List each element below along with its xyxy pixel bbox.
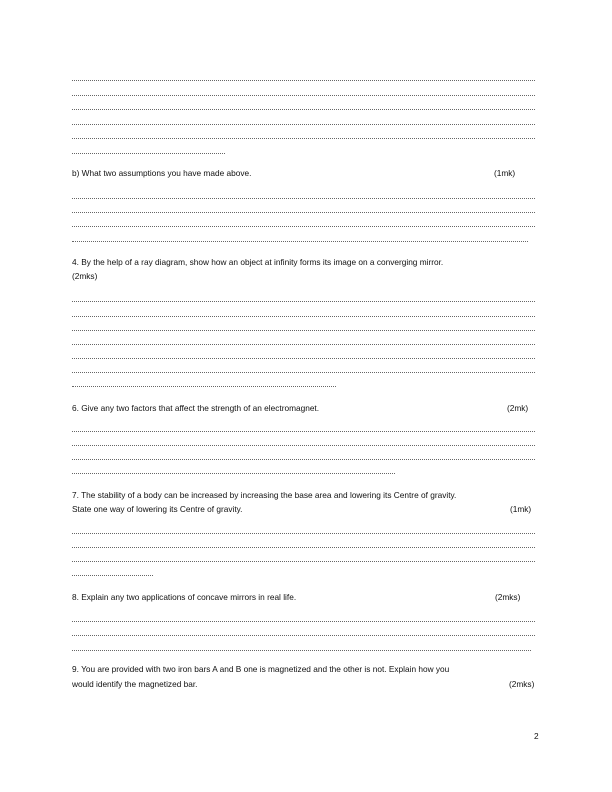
answer-line[interactable]	[72, 459, 535, 460]
answer-line[interactable]	[72, 561, 535, 562]
question-7-text-line2: State one way of lowering its Centre of gravity.	[72, 504, 243, 514]
question-4-marks: (2mks)	[72, 271, 98, 281]
question-6-text: 6. Give any two factors that affect the strength of an electromagnet.	[72, 403, 320, 413]
answer-line[interactable]	[72, 109, 535, 110]
answer-line[interactable]	[72, 650, 531, 651]
answer-line[interactable]	[72, 372, 535, 373]
page-number: 2	[534, 731, 539, 741]
answer-line[interactable]	[72, 547, 535, 548]
answer-line[interactable]	[72, 621, 535, 622]
answer-line[interactable]	[72, 95, 535, 96]
answer-line[interactable]	[72, 635, 535, 636]
answer-line[interactable]	[72, 80, 535, 81]
answer-line[interactable]	[72, 124, 535, 125]
answer-line[interactable]	[72, 386, 336, 387]
answer-line[interactable]	[72, 301, 535, 302]
question-b-text: b) What two assumptions you have made above.	[72, 168, 252, 178]
answer-line[interactable]	[72, 138, 535, 139]
answer-line[interactable]	[72, 212, 535, 213]
answer-line[interactable]	[72, 226, 535, 227]
question-9-marks: (2mks)	[509, 679, 535, 689]
answer-line[interactable]	[72, 344, 535, 345]
answer-line[interactable]	[72, 241, 528, 242]
answer-line[interactable]	[72, 358, 535, 359]
question-9-text-line2: would identify the magnetized bar.	[72, 679, 198, 689]
answer-line[interactable]	[72, 473, 395, 474]
question-6-marks: (2mk)	[507, 403, 529, 413]
answer-line[interactable]	[72, 445, 535, 446]
question-7-text: 7. The stability of a body can be increased by increasing the base area and lowering its Centre of gravity.	[72, 490, 457, 500]
answer-line[interactable]	[72, 330, 535, 331]
question-8-text: 8. Explain any two applications of concave mirrors in real life.	[72, 592, 297, 602]
answer-line[interactable]	[72, 198, 535, 199]
question-9-text: 9. You are provided with two iron bars A and B one is magnetized and the other is not. Explain how you	[72, 664, 450, 674]
question-8-marks: (2mks)	[495, 592, 521, 602]
question-7-marks: (1mk)	[510, 504, 532, 514]
answer-line[interactable]	[72, 316, 535, 317]
question-b-marks: (1mk)	[494, 168, 516, 178]
answer-line[interactable]	[72, 153, 225, 154]
answer-line[interactable]	[72, 431, 535, 432]
answer-line[interactable]	[72, 575, 153, 576]
question-4-text: 4. By the help of a ray diagram, show how an object at infinity forms its image on a converging mirror.	[72, 257, 444, 267]
answer-line[interactable]	[72, 533, 535, 534]
